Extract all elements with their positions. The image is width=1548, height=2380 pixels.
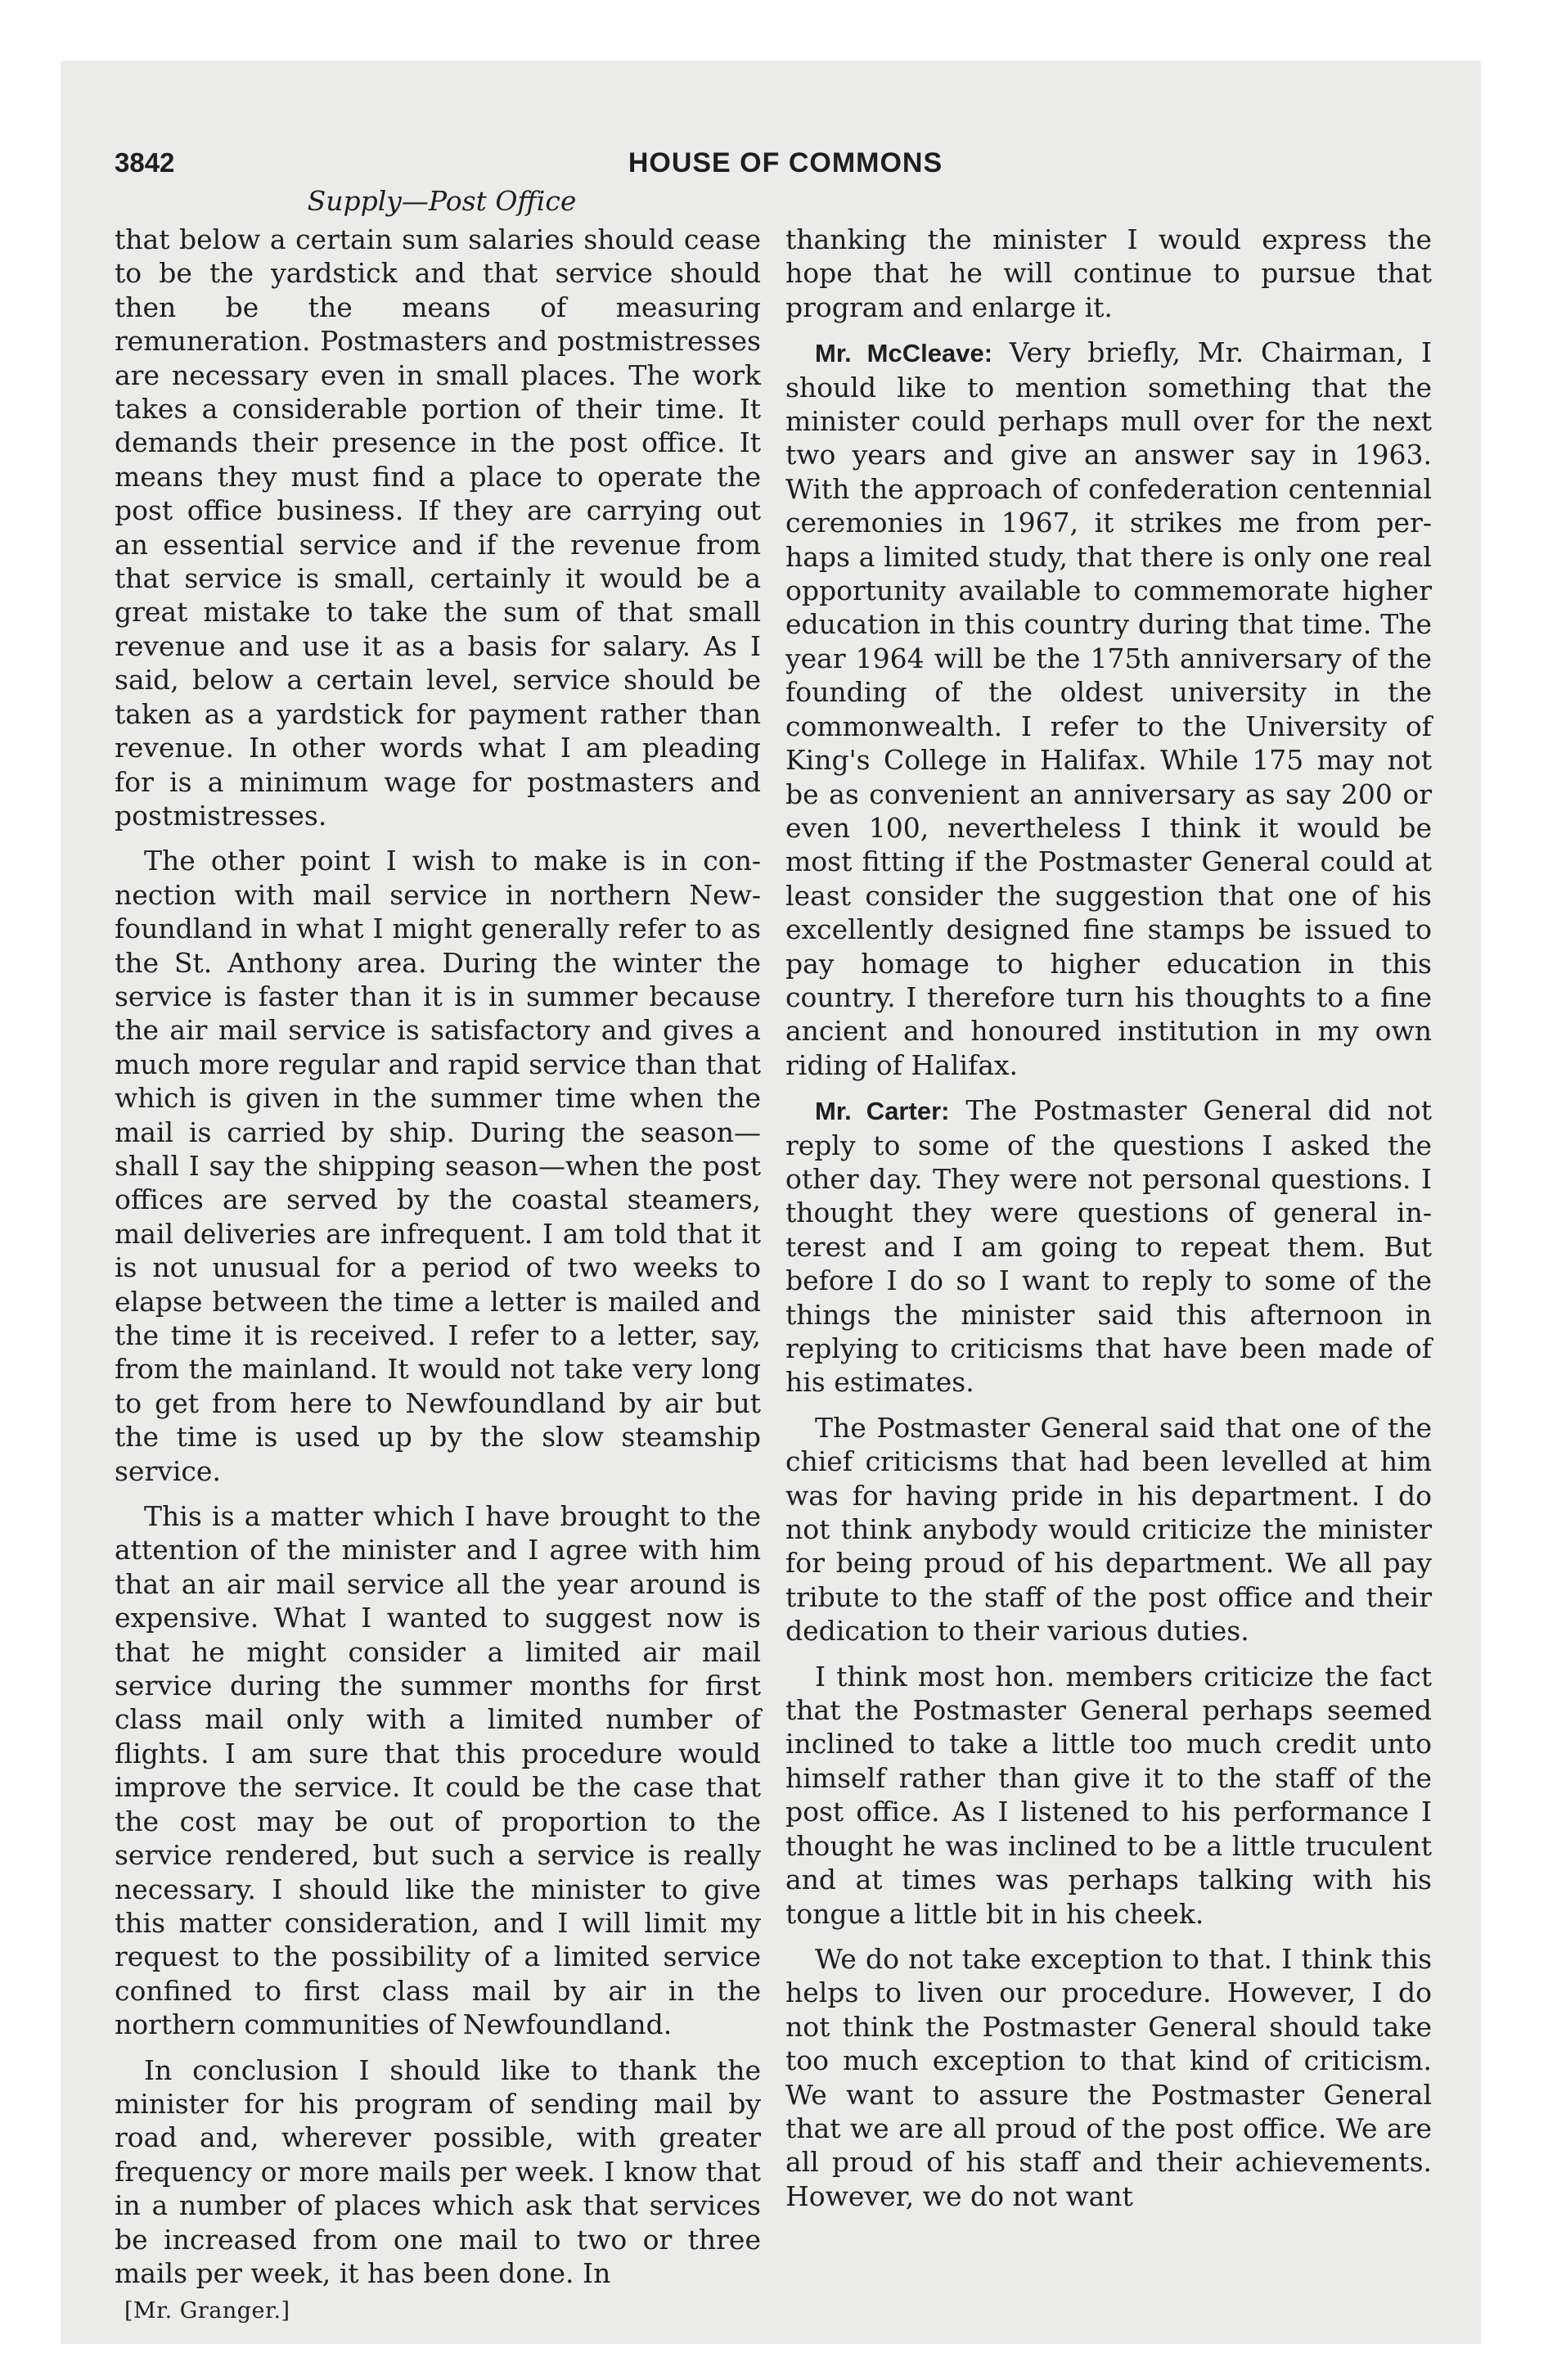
speech	[785, 1093, 1432, 1400]
right-column	[785, 223, 1432, 2213]
speaker-name: Mr. Carter:	[815, 1097, 950, 1126]
paragraph: This is a matter which I have brought to the attention of the minister and I agree with him that an air mail service all the year around is expensive. What I wanted to suggest now is that he might consider a limited air mail service during the summer months for first class mail only with a limited number of flights. I am sure that this procedure would improve the service. It could be the case that the cost may be out of proportion to the service rendered, but such a service is really necessary. I should like the minister to give this matter consideration, and I will limit my request to the possibility of a limited service confined to first class mail by air in the northern communities of Newfoundland.	[115, 1500, 761, 2041]
section-title: Supply—Post Office	[307, 185, 577, 217]
paragraph: that below a certain sum salaries should cease to be the yardstick and that service should then be the means of measuring remuneration. Postmasters and postmistresses are necessary even in small places. The work takes a considerable portion of their time. It demands their presence in the post office. It means they must find a place to operate the post office business. If they are carrying out an essential service and if the revenue from that service is small, certainly it would be a great mistake to take the sum of that small revenue and use it as a basis for salary. As I said, below a certain level, service should be taken as a yardstick for payment rather than revenue. In other words what I am pleading for is a minimum wage for postmasters and postmistresses.	[115, 223, 761, 832]
speech	[785, 336, 1432, 1082]
paragraph: In conclusion I should like to thank the minister for his program of sending mail by road and, wherever possible, with greater frequency or more mails per week. I know that in a number of places which ask that services be increased from one mail to two or three mails per week, it has been done. In	[115, 2053, 761, 2289]
speech-text: The Postmaster General did not reply to some of the questions I asked the other day. They were not personal questions. I thought they were questions of general interest and I am going to repeat them. But before I do so I want to reply to some of the things the minister said this afternoon in replying to criticisms that have been made of his estimates.	[785, 1094, 1432, 1399]
paragraph: The Postmaster General said that one of the chief criticisms that had been levelled at him was for having pride in his department. I do not think anybody would criticize the minister for being proud of his department. We all pay tribute to the staff of the post office and their dedication to their various duties.	[785, 1411, 1432, 1648]
paragraph: I think most hon. members criticize the fact that the Postmaster General perhaps seemed inclined to take a little too much credit unto himself rather than give it to the staff of the post office. As I listened to his performance I thought he was inclined to be a little truculent and at times was perhaps talking with his tongue a little bit in his cheek.	[785, 1660, 1432, 1930]
paragraph: The other point I wish to make is in connection with mail service in northern Newfoundland in what I might generally refer to as the St. Anthony area. During the winter the service is faster than it is in summer because the air mail service is satisfactory and gives a much more regular and rapid service than that which is given in the summer time when the mail is carried by ship. During the season—shall I say the shipping season—when the post offices are served by the coastal steamers, mail deliveries are infrequent. I am told that it is not unusual for a period of two weeks to elapse between the time a letter is mailed and the time it is received. I refer to a letter, say, from the mainland. It would not take very long to get from here to Newfoundland by air but the time is used up by the slow steamship service.	[115, 845, 761, 1487]
speech-text: Very briefly, Mr. Chairman, I should like to mention something that the minister could perhaps mull over for the next two years and give an answer say in 1963. With the approach of confederation centennial ceremonies in 1967, it strikes me from perhaps a limited study, that there is only one real opportunity available to commemorate higher education in this country during that time. The year 1964 will be the 175th anniversary of the founding of the oldest university in the commonwealth. I refer to the University of King's College in Halifax. While 175 may not be as convenient an anniversary as say 200 or even 100, nevertheless I think it would be most fitting if the Postmaster General could at least consider the suggestion that one of his excellently designed fine stamps be issued to pay homage to higher education in this country. I therefore turn his thoughts to a fine ancient and honoured institution in my own riding of Halifax.	[785, 336, 1432, 1081]
journal-title: HOUSE OF COMMONS	[628, 147, 943, 178]
speaker-name: Mr. McCleave:	[815, 339, 993, 368]
page-number: 3842	[115, 147, 175, 178]
paragraph: We do not take exception to that. I think this helps to liven our procedure. However, I do not think the Postmaster General should take too much exception to that kind of criticism. We want to assure the Postmaster General that we are all proud of the post office. We are all proud of his staff and their achievements. However, we do not want	[785, 1942, 1432, 2212]
speaker-attribution: [Mr. Granger.]	[124, 2298, 290, 2324]
paragraph: thanking the minister I would express the hope that he will continue to pursue that program and enlarge it.	[785, 223, 1432, 323]
left-column	[115, 223, 761, 2290]
